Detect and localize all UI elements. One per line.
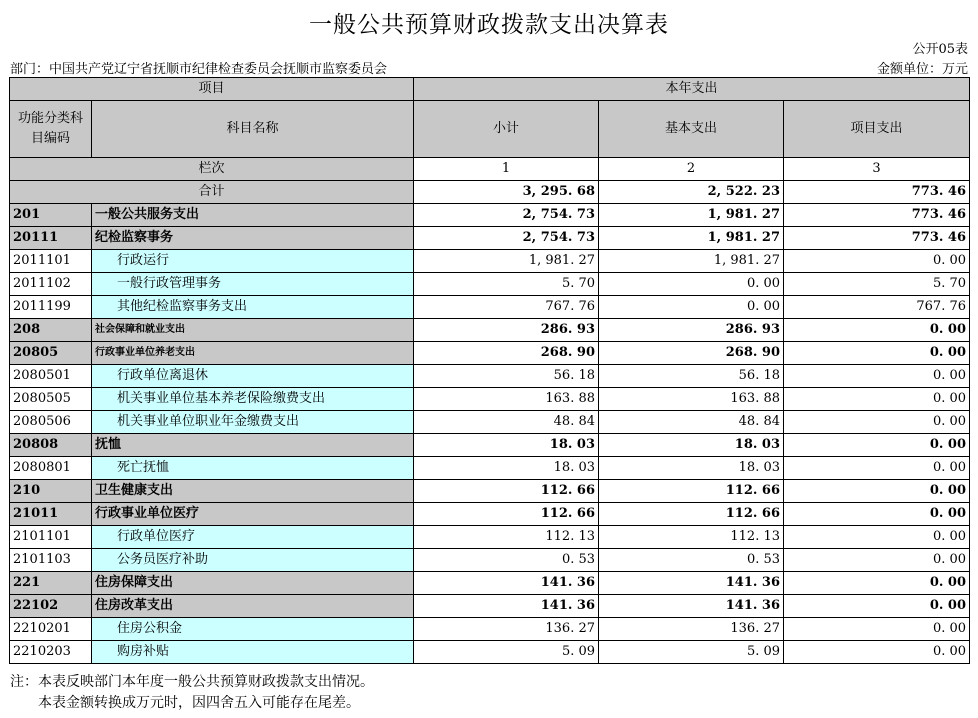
table-row xyxy=(10,250,970,273)
row-basic: 0. 53 xyxy=(599,549,784,572)
row-name: 行政事业单位医疗 xyxy=(92,503,414,526)
row-name: 卫生健康支出 xyxy=(92,480,414,503)
row-name: 行政单位医疗 xyxy=(92,526,414,549)
row-project: 0. 00 xyxy=(784,549,970,572)
row-subtotal: 48. 84 xyxy=(414,411,599,434)
row-subtotal: 5. 70 xyxy=(414,273,599,296)
row-code: 221 xyxy=(10,572,92,595)
row-code: 210 xyxy=(10,480,92,503)
column-number-label: 栏次 xyxy=(10,158,414,181)
row-project: 773. 46 xyxy=(784,227,970,250)
row-basic: 1, 981. 27 xyxy=(599,227,784,250)
row-code: 2210201 xyxy=(10,618,92,641)
row-basic: 1, 981. 27 xyxy=(599,250,784,273)
row-code: 2080506 xyxy=(10,411,92,434)
row-project: 767. 76 xyxy=(784,296,970,319)
header-subtotal: 小计 xyxy=(414,101,599,158)
header-project: 项目 xyxy=(10,78,414,101)
table-row xyxy=(10,618,970,641)
total-row xyxy=(10,181,970,204)
row-subtotal: 18. 03 xyxy=(414,457,599,480)
row-project: 0. 00 xyxy=(784,618,970,641)
row-basic: 141. 36 xyxy=(599,572,784,595)
header-row-2 xyxy=(10,101,970,158)
amount-unit-label: 金额单位：万元 xyxy=(876,62,968,77)
row-basic: 286. 93 xyxy=(599,319,784,342)
row-basic: 1, 981. 27 xyxy=(599,204,784,227)
row-code: 20805 xyxy=(10,342,92,365)
row-project: 0. 00 xyxy=(784,480,970,503)
row-project: 0. 00 xyxy=(784,434,970,457)
row-name: 纪检监察事务 xyxy=(92,227,414,250)
row-project: 0. 00 xyxy=(784,365,970,388)
row-basic: 112. 66 xyxy=(599,480,784,503)
row-name: 其他纪检监察事务支出 xyxy=(92,296,414,319)
row-subtotal: 5. 09 xyxy=(414,641,599,664)
table-row xyxy=(10,434,970,457)
table-row xyxy=(10,549,970,572)
page-title: 一般公共预算财政拨款支出决算表 xyxy=(309,12,669,38)
row-code: 2080801 xyxy=(10,457,92,480)
row-basic: 18. 03 xyxy=(599,434,784,457)
table-row xyxy=(10,204,970,227)
column-number-2: 2 xyxy=(599,158,784,181)
row-project: 0. 00 xyxy=(784,595,970,618)
row-basic: 163. 88 xyxy=(599,388,784,411)
row-code: 201 xyxy=(10,204,92,227)
table-row xyxy=(10,411,970,434)
table-row xyxy=(10,296,970,319)
table-row xyxy=(10,227,970,250)
row-name: 一般公共服务支出 xyxy=(92,204,414,227)
row-name: 购房补贴 xyxy=(92,641,414,664)
row-basic: 56. 18 xyxy=(599,365,784,388)
row-code: 20111 xyxy=(10,227,92,250)
row-basic: 48. 84 xyxy=(599,411,784,434)
table-row xyxy=(10,342,970,365)
table-row xyxy=(10,526,970,549)
row-project: 0. 00 xyxy=(784,250,970,273)
row-subtotal: 767. 76 xyxy=(414,296,599,319)
row-basic: 268. 90 xyxy=(599,342,784,365)
table-row xyxy=(10,319,970,342)
row-subtotal: 268. 90 xyxy=(414,342,599,365)
row-subtotal: 1, 981. 27 xyxy=(414,250,599,273)
header-row-3 xyxy=(10,158,970,181)
header-code: 功能分类科目编码 xyxy=(10,101,92,158)
row-basic: 141. 36 xyxy=(599,595,784,618)
row-subtotal: 2, 754. 73 xyxy=(414,204,599,227)
row-subtotal: 56. 18 xyxy=(414,365,599,388)
row-basic: 5. 09 xyxy=(599,641,784,664)
row-subtotal: 163. 88 xyxy=(414,388,599,411)
note-line-1: 注：本表反映部门本年度一般公共预算财政拨款支出情况。 xyxy=(10,674,374,690)
row-name: 住房保障支出 xyxy=(92,572,414,595)
table-body xyxy=(10,204,970,664)
row-name: 行政事业单位养老支出 xyxy=(92,342,414,365)
row-project: 0. 00 xyxy=(784,572,970,595)
row-code: 2210203 xyxy=(10,641,92,664)
row-code: 2080505 xyxy=(10,388,92,411)
row-basic: 18. 03 xyxy=(599,457,784,480)
table-row xyxy=(10,480,970,503)
table-row xyxy=(10,503,970,526)
header-current-year: 本年支出 xyxy=(414,78,970,101)
row-project: 0. 00 xyxy=(784,342,970,365)
row-code: 208 xyxy=(10,319,92,342)
row-code: 21011 xyxy=(10,503,92,526)
row-subtotal: 141. 36 xyxy=(414,572,599,595)
header-basic: 基本支出 xyxy=(599,101,784,158)
row-code: 2101103 xyxy=(10,549,92,572)
row-subtotal: 112. 66 xyxy=(414,503,599,526)
row-name: 一般行政管理事务 xyxy=(92,273,414,296)
row-project: 0. 00 xyxy=(784,457,970,480)
row-subtotal: 112. 66 xyxy=(414,480,599,503)
table-row xyxy=(10,595,970,618)
row-name: 公务员医疗补助 xyxy=(92,549,414,572)
row-project: 0. 00 xyxy=(784,319,970,342)
row-project: 0. 00 xyxy=(784,503,970,526)
row-subtotal: 141. 36 xyxy=(414,595,599,618)
row-project: 0. 00 xyxy=(784,526,970,549)
row-basic: 112. 66 xyxy=(599,503,784,526)
row-name: 住房改革支出 xyxy=(92,595,414,618)
department-label: 部门：中国共产党辽宁省抚顺市纪律检查委员会抚顺市监察委员会 xyxy=(10,62,388,77)
header-name: 科目名称 xyxy=(92,101,414,158)
row-name: 住房公积金 xyxy=(92,618,414,641)
total-project: 773. 46 xyxy=(784,181,970,204)
row-project: 0. 00 xyxy=(784,388,970,411)
column-number-1: 1 xyxy=(414,158,599,181)
row-subtotal: 18. 03 xyxy=(414,434,599,457)
row-subtotal: 0. 53 xyxy=(414,549,599,572)
row-subtotal: 2, 754. 73 xyxy=(414,227,599,250)
row-code: 22102 xyxy=(10,595,92,618)
row-project: 5. 70 xyxy=(784,273,970,296)
table-row xyxy=(10,457,970,480)
row-name: 抚恤 xyxy=(92,434,414,457)
row-name: 机关事业单位基本养老保险缴费支出 xyxy=(92,388,414,411)
row-project: 0. 00 xyxy=(784,641,970,664)
row-name: 机关事业单位职业年金缴费支出 xyxy=(92,411,414,434)
row-code: 2080501 xyxy=(10,365,92,388)
row-name: 行政运行 xyxy=(92,250,414,273)
column-number-3: 3 xyxy=(784,158,970,181)
header-project-expenditure: 项目支出 xyxy=(784,101,970,158)
row-project: 0. 00 xyxy=(784,411,970,434)
row-code: 2011102 xyxy=(10,273,92,296)
row-subtotal: 286. 93 xyxy=(414,319,599,342)
row-code: 2011199 xyxy=(10,296,92,319)
form-number: 公开05表 xyxy=(912,42,968,57)
row-name: 社会保障和就业支出 xyxy=(92,319,414,342)
table-row xyxy=(10,388,970,411)
row-name: 死亡抚恤 xyxy=(92,457,414,480)
note-line-2: 本表金额转换成万元时，因四舍五入可能存在尾差。 xyxy=(38,695,360,711)
expenditure-table xyxy=(9,77,970,664)
total-basic: 2, 522. 23 xyxy=(599,181,784,204)
row-name: 行政单位离退休 xyxy=(92,365,414,388)
row-basic: 0. 00 xyxy=(599,273,784,296)
total-subtotal: 3, 295. 68 xyxy=(414,181,599,204)
row-subtotal: 112. 13 xyxy=(414,526,599,549)
row-basic: 136. 27 xyxy=(599,618,784,641)
table-row xyxy=(10,572,970,595)
row-subtotal: 136. 27 xyxy=(414,618,599,641)
row-basic: 0. 00 xyxy=(599,296,784,319)
header-row-1 xyxy=(10,78,970,101)
table-row xyxy=(10,273,970,296)
row-code: 2101101 xyxy=(10,526,92,549)
row-code: 20808 xyxy=(10,434,92,457)
row-code: 2011101 xyxy=(10,250,92,273)
row-project: 773. 46 xyxy=(784,204,970,227)
table-row xyxy=(10,365,970,388)
total-label: 合计 xyxy=(10,181,414,204)
notes xyxy=(10,672,374,714)
table-row xyxy=(10,641,970,664)
row-basic: 112. 13 xyxy=(599,526,784,549)
